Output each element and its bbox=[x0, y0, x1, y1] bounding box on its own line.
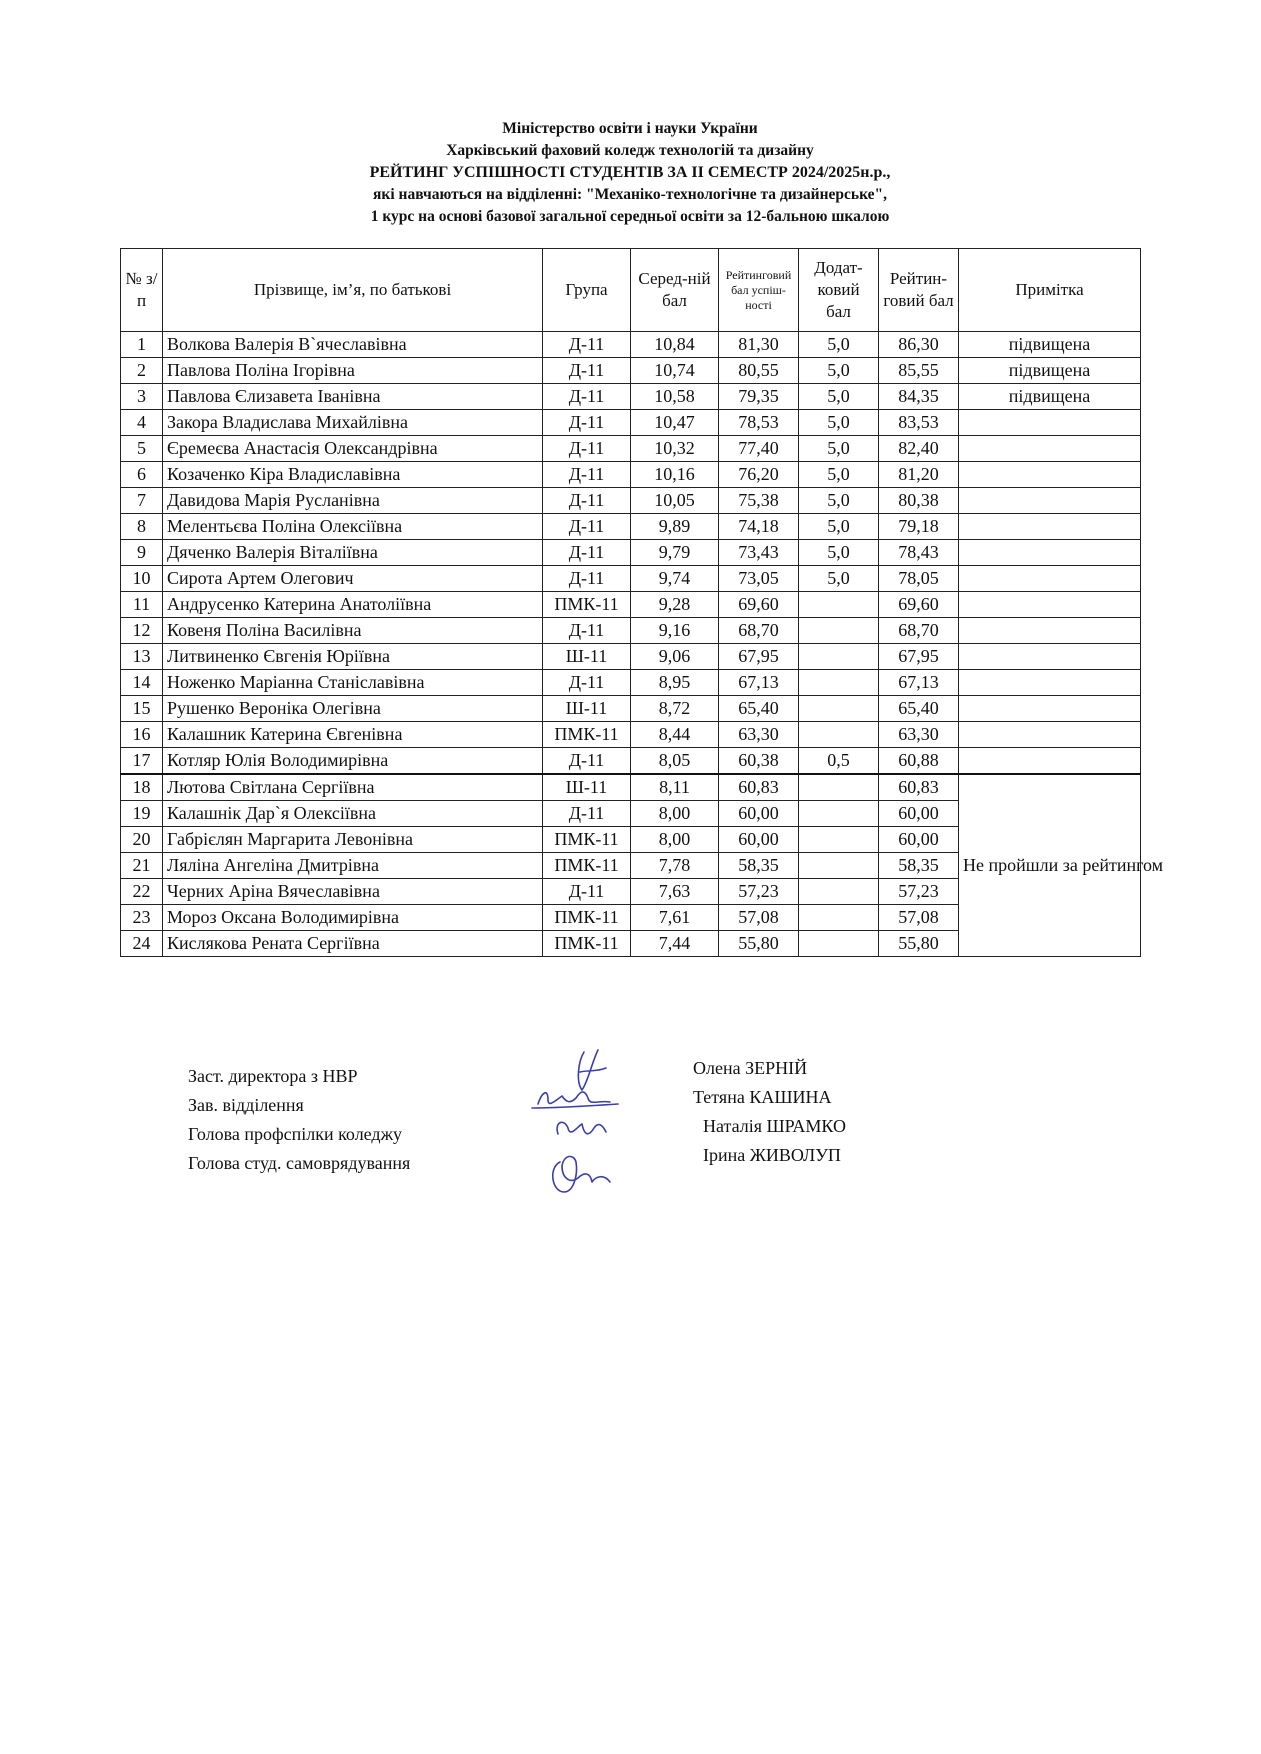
note-cell bbox=[959, 670, 1141, 696]
group-cell: Д-11 bbox=[543, 514, 631, 540]
success-score: 60,00 bbox=[719, 827, 799, 853]
average-score: 9,74 bbox=[631, 566, 719, 592]
row-number: 10 bbox=[121, 566, 163, 592]
table-row bbox=[121, 566, 1141, 592]
success-score: 74,18 bbox=[719, 514, 799, 540]
rating-score: 84,35 bbox=[879, 384, 959, 410]
group-cell: Д-11 bbox=[543, 410, 631, 436]
row-number: 2 bbox=[121, 358, 163, 384]
rating-score: 57,23 bbox=[879, 879, 959, 905]
rating-score: 60,00 bbox=[879, 827, 959, 853]
rating-title: РЕЙТИНГ УСПІШНОСТІ СТУДЕНТІВ ЗА ІІ СЕМЕСТР 2024/2025н.р., bbox=[369, 164, 891, 181]
rating-score: 81,20 bbox=[879, 462, 959, 488]
rating-score: 67,13 bbox=[879, 670, 959, 696]
role-student-gov: Голова студ. самоврядування bbox=[188, 1153, 411, 1173]
extra-score bbox=[799, 879, 879, 905]
student-name: Закора Владислава Михайлівна bbox=[163, 410, 543, 436]
average-score: 9,28 bbox=[631, 592, 719, 618]
note-cell bbox=[959, 748, 1141, 775]
row-number: 21 bbox=[121, 853, 163, 879]
note-cell bbox=[959, 618, 1141, 644]
group-cell: ПМК-11 bbox=[543, 905, 631, 931]
success-score: 65,40 bbox=[719, 696, 799, 722]
row-number: 22 bbox=[121, 879, 163, 905]
rating-score: 80,38 bbox=[879, 488, 959, 514]
extra-score bbox=[799, 722, 879, 748]
note-cell bbox=[959, 436, 1141, 462]
signature-block bbox=[188, 1058, 1088, 1202]
extra-score: 5,0 bbox=[799, 540, 879, 566]
success-score: 81,30 bbox=[719, 332, 799, 358]
name-shramko: Наталія ШРАМКО bbox=[703, 1116, 846, 1136]
group-cell: Д-11 bbox=[543, 358, 631, 384]
table-row bbox=[121, 332, 1141, 358]
note-cell bbox=[959, 540, 1141, 566]
table-body bbox=[121, 332, 1164, 957]
table-row bbox=[121, 462, 1141, 488]
success-score: 60,00 bbox=[719, 801, 799, 827]
success-score: 77,40 bbox=[719, 436, 799, 462]
group-cell: Д-11 bbox=[543, 384, 631, 410]
role-head-department: Зав. відділення bbox=[188, 1095, 304, 1115]
group-cell: ПМК-11 bbox=[543, 722, 631, 748]
success-score: 63,30 bbox=[719, 722, 799, 748]
row-number: 11 bbox=[121, 592, 163, 618]
rating-score: 60,00 bbox=[879, 801, 959, 827]
row-number: 18 bbox=[121, 774, 163, 801]
average-score: 8,11 bbox=[631, 774, 719, 801]
group-cell: ПМК-11 bbox=[543, 853, 631, 879]
student-name: Павлова Поліна Ігорівна bbox=[163, 358, 543, 384]
average-score: 8,00 bbox=[631, 827, 719, 853]
college-title: Харківський фаховий коледж технологій та дизайну bbox=[446, 142, 814, 159]
average-score: 7,78 bbox=[631, 853, 719, 879]
average-score: 9,06 bbox=[631, 644, 719, 670]
group-cell: Д-11 bbox=[543, 488, 631, 514]
student-name: Кислякова Рената Сергіївна bbox=[163, 931, 543, 957]
student-name: Волкова Валерія В`ячеславівна bbox=[163, 332, 543, 358]
success-score: 78,53 bbox=[719, 410, 799, 436]
extra-score bbox=[799, 670, 879, 696]
row-number: 23 bbox=[121, 905, 163, 931]
rating-score: 86,30 bbox=[879, 332, 959, 358]
success-score: 80,55 bbox=[719, 358, 799, 384]
table-header-row bbox=[121, 249, 1141, 332]
row-number: 3 bbox=[121, 384, 163, 410]
average-score: 9,89 bbox=[631, 514, 719, 540]
table-row bbox=[121, 644, 1141, 670]
row-number: 24 bbox=[121, 931, 163, 957]
group-cell: ПМК-11 bbox=[543, 931, 631, 957]
student-name: Мелентьєва Поліна Олексіївна bbox=[163, 514, 543, 540]
average-score: 7,44 bbox=[631, 931, 719, 957]
success-score: 60,83 bbox=[719, 774, 799, 801]
student-name: Ковеня Поліна Василівна bbox=[163, 618, 543, 644]
average-score: 10,58 bbox=[631, 384, 719, 410]
group-cell: Д-11 bbox=[543, 748, 631, 775]
rating-score: 67,95 bbox=[879, 644, 959, 670]
average-score: 7,61 bbox=[631, 905, 719, 931]
col-extra-header: Додат-ковий бал bbox=[799, 249, 879, 332]
note-cell bbox=[959, 410, 1141, 436]
extra-score: 5,0 bbox=[799, 410, 879, 436]
group-cell: Д-11 bbox=[543, 566, 631, 592]
row-number: 9 bbox=[121, 540, 163, 566]
success-score: 67,95 bbox=[719, 644, 799, 670]
row-number: 17 bbox=[121, 748, 163, 775]
note-cell bbox=[959, 696, 1141, 722]
department-line: які навчаються на відділенні: "Механіко-технологічне та дизайнерське", bbox=[373, 186, 887, 203]
col-name-header: Прізвище, ім’я, по батькові bbox=[163, 249, 543, 332]
average-score: 9,79 bbox=[631, 540, 719, 566]
note-cell bbox=[959, 488, 1141, 514]
rating-score: 63,30 bbox=[879, 722, 959, 748]
row-number: 4 bbox=[121, 410, 163, 436]
table-row bbox=[121, 670, 1141, 696]
name-kashyna: Тетяна КАШИНА bbox=[693, 1087, 832, 1107]
average-score: 8,72 bbox=[631, 696, 719, 722]
student-name: Дяченко Валерія Віталіївна bbox=[163, 540, 543, 566]
extra-score bbox=[799, 853, 879, 879]
success-score: 57,23 bbox=[719, 879, 799, 905]
success-score: 73,05 bbox=[719, 566, 799, 592]
row-number: 16 bbox=[121, 722, 163, 748]
row-number: 6 bbox=[121, 462, 163, 488]
extra-score bbox=[799, 696, 879, 722]
note-cell bbox=[959, 462, 1141, 488]
note-cell bbox=[959, 566, 1141, 592]
success-score: 58,35 bbox=[719, 853, 799, 879]
extra-score: 5,0 bbox=[799, 566, 879, 592]
extra-score bbox=[799, 827, 879, 853]
name-zernii: Олена ЗЕРНІЙ bbox=[693, 1058, 808, 1078]
rating-score: 78,05 bbox=[879, 566, 959, 592]
signature-roles bbox=[188, 1062, 410, 1178]
col-note-header: Примітка bbox=[959, 249, 1141, 332]
row-number: 12 bbox=[121, 618, 163, 644]
col-num-header: № з/п bbox=[121, 249, 163, 332]
student-name: Павлова Єлизавета Іванівна bbox=[163, 384, 543, 410]
average-score: 10,32 bbox=[631, 436, 719, 462]
student-name: Андрусенко Катерина Анатоліївна bbox=[163, 592, 543, 618]
average-score: 8,44 bbox=[631, 722, 719, 748]
note-cell: підвищена bbox=[959, 358, 1141, 384]
student-name: Давидова Марія Русланівна bbox=[163, 488, 543, 514]
student-name: Лютова Світлана Сергіївна bbox=[163, 774, 543, 801]
average-score: 9,16 bbox=[631, 618, 719, 644]
not-passed-note: Не пройшли за рейтингом bbox=[959, 774, 1141, 957]
group-cell: Д-11 bbox=[543, 618, 631, 644]
success-score: 60,38 bbox=[719, 748, 799, 775]
success-score: 76,20 bbox=[719, 462, 799, 488]
row-number: 15 bbox=[121, 696, 163, 722]
student-name: Габрієлян Маргарита Левонівна bbox=[163, 827, 543, 853]
group-cell: ПМК-11 bbox=[543, 827, 631, 853]
group-cell: Д-11 bbox=[543, 879, 631, 905]
extra-score bbox=[799, 931, 879, 957]
student-name: Мороз Оксана Володимирівна bbox=[163, 905, 543, 931]
table-row bbox=[121, 592, 1141, 618]
table-row bbox=[121, 514, 1141, 540]
success-score: 57,08 bbox=[719, 905, 799, 931]
extra-score bbox=[799, 801, 879, 827]
average-score: 10,84 bbox=[631, 332, 719, 358]
table-row bbox=[121, 410, 1141, 436]
extra-score: 5,0 bbox=[799, 358, 879, 384]
col-avg-header: Серед-ній бал bbox=[631, 249, 719, 332]
rating-score: 58,35 bbox=[879, 853, 959, 879]
table-row bbox=[121, 358, 1141, 384]
average-score: 10,47 bbox=[631, 410, 719, 436]
group-cell: Ш-11 bbox=[543, 644, 631, 670]
rating-score: 60,88 bbox=[879, 748, 959, 775]
row-number: 13 bbox=[121, 644, 163, 670]
handwritten-signatures bbox=[518, 1042, 648, 1217]
rating-score: 57,08 bbox=[879, 905, 959, 931]
role-deputy-director: Заст. директора з НВР bbox=[188, 1066, 358, 1086]
student-name: Калашник Катерина Євгенівна bbox=[163, 722, 543, 748]
note-cell: підвищена bbox=[959, 332, 1141, 358]
group-cell: ПМК-11 bbox=[543, 592, 631, 618]
group-cell: Д-11 bbox=[543, 540, 631, 566]
col-success-header: Рейтинговий бал успіш-ності bbox=[719, 249, 799, 332]
success-score: 68,70 bbox=[719, 618, 799, 644]
table-row bbox=[121, 384, 1141, 410]
success-score: 73,43 bbox=[719, 540, 799, 566]
average-score: 10,74 bbox=[631, 358, 719, 384]
rating-score: 79,18 bbox=[879, 514, 959, 540]
table-row bbox=[121, 436, 1141, 462]
extra-score bbox=[799, 644, 879, 670]
note-cell bbox=[959, 722, 1141, 748]
rating-score: 55,80 bbox=[879, 931, 959, 957]
rating-score: 82,40 bbox=[879, 436, 959, 462]
role-trade-union: Голова профспілки коледжу bbox=[188, 1124, 403, 1144]
extra-score: 5,0 bbox=[799, 488, 879, 514]
note-cell bbox=[959, 592, 1141, 618]
success-score: 75,38 bbox=[719, 488, 799, 514]
extra-score: 5,0 bbox=[799, 332, 879, 358]
rating-score: 60,83 bbox=[879, 774, 959, 801]
group-cell: Ш-11 bbox=[543, 774, 631, 801]
rating-score: 85,55 bbox=[879, 358, 959, 384]
col-group-header: Група bbox=[543, 249, 631, 332]
rating-score: 83,53 bbox=[879, 410, 959, 436]
group-cell: Д-11 bbox=[543, 462, 631, 488]
extra-score bbox=[799, 618, 879, 644]
average-score: 10,05 bbox=[631, 488, 719, 514]
table-row bbox=[121, 618, 1141, 644]
document-header bbox=[160, 118, 1100, 228]
student-name: Ноженко Маріанна Станіславівна bbox=[163, 670, 543, 696]
student-name: Котляр Юлія Володимирівна bbox=[163, 748, 543, 775]
group-cell: Д-11 bbox=[543, 332, 631, 358]
table-row bbox=[121, 722, 1141, 748]
student-name: Черних Аріна Вячеславівна bbox=[163, 879, 543, 905]
student-name: Сирота Артем Олегович bbox=[163, 566, 543, 592]
row-number: 7 bbox=[121, 488, 163, 514]
student-name: Литвиненко Євгенія Юріївна bbox=[163, 644, 543, 670]
table-row bbox=[121, 540, 1141, 566]
extra-score: 5,0 bbox=[799, 436, 879, 462]
average-score: 7,63 bbox=[631, 879, 719, 905]
note-cell bbox=[959, 514, 1141, 540]
success-score: 67,13 bbox=[719, 670, 799, 696]
note-cell bbox=[959, 644, 1141, 670]
note-cell: підвищена bbox=[959, 384, 1141, 410]
success-score: 55,80 bbox=[719, 931, 799, 957]
table-row bbox=[121, 488, 1141, 514]
rating-score: 65,40 bbox=[879, 696, 959, 722]
student-name: Калашнік Дар`я Олексіївна bbox=[163, 801, 543, 827]
table-row bbox=[121, 748, 1141, 775]
row-number: 19 bbox=[121, 801, 163, 827]
student-name: Козаченко Кіра Владиславівна bbox=[163, 462, 543, 488]
extra-score: 5,0 bbox=[799, 384, 879, 410]
row-number: 14 bbox=[121, 670, 163, 696]
extra-score bbox=[799, 905, 879, 931]
ministry-title: Міністерство освіти і науки України bbox=[502, 120, 758, 137]
col-rating-header: Рейтин-говий бал bbox=[879, 249, 959, 332]
average-score: 10,16 bbox=[631, 462, 719, 488]
group-cell: Д-11 bbox=[543, 670, 631, 696]
rating-score: 69,60 bbox=[879, 592, 959, 618]
row-number: 1 bbox=[121, 332, 163, 358]
rating-table bbox=[120, 248, 1164, 957]
extra-score: 0,5 bbox=[799, 748, 879, 775]
signature-names bbox=[693, 1054, 846, 1170]
course-line: 1 курс на основі базової загальної середньої освіти за 12-бальною шкалою bbox=[370, 208, 890, 225]
student-name: Ляліна Ангеліна Дмитрівна bbox=[163, 853, 543, 879]
average-score: 8,05 bbox=[631, 748, 719, 775]
extra-score: 5,0 bbox=[799, 514, 879, 540]
rating-score: 68,70 bbox=[879, 618, 959, 644]
table-row bbox=[121, 774, 1141, 801]
average-score: 8,95 bbox=[631, 670, 719, 696]
success-score: 69,60 bbox=[719, 592, 799, 618]
student-name: Єремеєва Анастасія Олександрівна bbox=[163, 436, 543, 462]
average-score: 8,00 bbox=[631, 801, 719, 827]
success-score: 79,35 bbox=[719, 384, 799, 410]
group-cell: Ш-11 bbox=[543, 696, 631, 722]
name-zhyvolup: Ірина ЖИВОЛУП bbox=[703, 1145, 841, 1165]
extra-score bbox=[799, 774, 879, 801]
group-cell: Д-11 bbox=[543, 801, 631, 827]
extra-score: 5,0 bbox=[799, 462, 879, 488]
row-number: 20 bbox=[121, 827, 163, 853]
table-row bbox=[121, 696, 1141, 722]
row-number: 5 bbox=[121, 436, 163, 462]
extra-score bbox=[799, 592, 879, 618]
group-cell: Д-11 bbox=[543, 436, 631, 462]
row-number: 8 bbox=[121, 514, 163, 540]
student-name: Рушенко Вероніка Олегівна bbox=[163, 696, 543, 722]
rating-score: 78,43 bbox=[879, 540, 959, 566]
